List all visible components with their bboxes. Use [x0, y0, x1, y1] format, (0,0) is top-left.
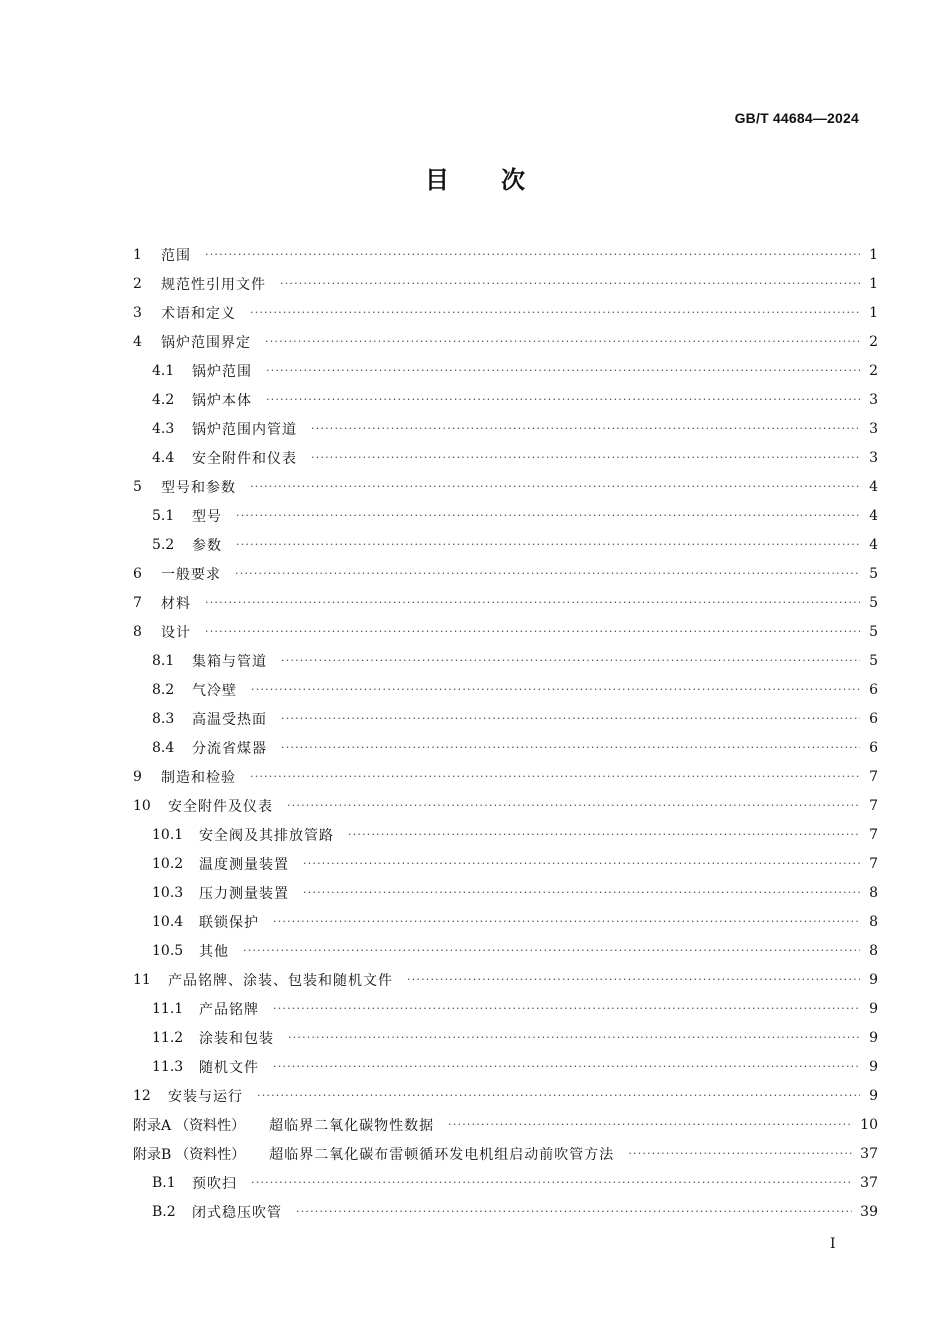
toc-entry-page-number: 8	[869, 942, 878, 959]
toc-entry-title: 锅炉范围内管道	[192, 421, 297, 438]
page-title	[0, 160, 950, 195]
toc-entry[interactable]	[133, 762, 878, 791]
toc-entry-number: 12	[133, 1087, 151, 1104]
toc-entry[interactable]	[133, 733, 878, 762]
toc-dot-leader	[273, 915, 860, 929]
toc-entry[interactable]	[133, 298, 878, 327]
toc-entry-number: 1	[133, 246, 142, 263]
toc-entry[interactable]	[133, 878, 878, 907]
toc-entry-page-number: 5	[869, 623, 878, 640]
toc-entry-title: 锅炉范围界定	[161, 334, 251, 351]
toc-entry-title: 锅炉本体	[192, 392, 252, 409]
toc-dot-leader	[266, 393, 860, 407]
toc-dot-leader	[236, 509, 860, 523]
toc-entry-number: 11.1	[152, 1000, 184, 1017]
toc-entry-title: 安全附件及仪表	[168, 798, 273, 815]
toc-entry-title: 集箱与管道	[192, 653, 267, 670]
toc-entry-title: 参数	[192, 537, 222, 554]
toc-dot-leader	[628, 1147, 852, 1161]
toc-entry-title: 范围	[161, 247, 191, 264]
toc-dot-leader	[236, 538, 860, 552]
toc-entry-number: 7	[133, 594, 142, 611]
toc-entry-title: 锅炉范围	[192, 363, 252, 380]
toc-entry[interactable]	[133, 1023, 878, 1052]
toc-entry[interactable]	[133, 327, 878, 356]
toc-entry-title: 预吹扫	[192, 1175, 237, 1192]
toc-entry-page-number: 7	[869, 855, 878, 872]
toc-dot-leader	[205, 596, 860, 610]
toc-entry-page-number: 1	[869, 246, 878, 263]
toc-dot-leader	[281, 712, 860, 726]
toc-entry-page-number: 9	[869, 971, 878, 988]
toc-entry-number: 5.1	[152, 507, 175, 524]
toc-entry-page-number: 4	[869, 507, 878, 524]
toc-entry[interactable]	[133, 791, 878, 820]
toc-entry-title: 闭式稳压吹管	[192, 1204, 282, 1221]
toc-entry-page-number: 7	[869, 768, 878, 785]
toc-dot-leader	[280, 277, 860, 291]
toc-entry-number: 2	[133, 275, 142, 292]
toc-entry-title: 型号和参数	[161, 479, 236, 496]
toc-entry-title: 超临界二氧化碳物性数据	[269, 1117, 435, 1134]
toc-entry-title: 制造和检验	[161, 769, 236, 786]
toc-entry-number: 10	[133, 797, 151, 814]
toc-entry-page-number: 4	[869, 536, 878, 553]
toc-entry[interactable]	[133, 617, 878, 646]
toc-entry-page-number: 4	[869, 478, 878, 495]
toc-entry[interactable]	[133, 501, 878, 530]
toc-entry[interactable]	[133, 1168, 878, 1197]
toc-entry[interactable]	[133, 414, 878, 443]
toc-entry-title: 材料	[161, 595, 191, 612]
document-code: GB/T 44684—2024	[734, 110, 859, 126]
toc-dot-leader	[205, 625, 860, 639]
toc-entry[interactable]	[133, 1139, 878, 1168]
toc-entry-page-number: 9	[869, 1029, 878, 1046]
toc-entry[interactable]	[133, 559, 878, 588]
toc-entry-page-number: 3	[869, 391, 878, 408]
toc-dot-leader	[311, 422, 860, 436]
toc-entry-number: 4.2	[152, 391, 175, 408]
toc-dot-leader	[243, 944, 860, 958]
toc-dot-leader	[250, 770, 860, 784]
toc-entry-number: 4.1	[152, 362, 175, 379]
toc-entry[interactable]	[133, 385, 878, 414]
toc-entry-title: 安全阀及其排放管路	[199, 827, 334, 844]
toc-entry-number: 4.4	[152, 449, 175, 466]
toc-dot-leader	[273, 1060, 860, 1074]
toc-dot-leader	[250, 480, 860, 494]
toc-entry-number: 11.2	[152, 1029, 184, 1046]
toc-dot-leader	[287, 799, 860, 813]
toc-dot-leader	[296, 1205, 852, 1219]
toc-entry-title: 安装与运行	[168, 1088, 243, 1105]
toc-entry-number: 附录B	[133, 1146, 172, 1163]
toc-entry-page-number: 9	[869, 1087, 878, 1104]
toc-entry-page-number: 8	[869, 913, 878, 930]
toc-entry-page-number: 2	[869, 333, 878, 350]
toc-entry[interactable]	[133, 675, 878, 704]
toc-entry-page-number: 10	[860, 1116, 878, 1133]
toc-entry-page-number: 6	[869, 681, 878, 698]
toc-entry[interactable]	[133, 1197, 878, 1226]
toc-entry-page-number: 37	[860, 1174, 878, 1191]
toc-entry-number: 10.1	[152, 826, 184, 843]
toc-entry-page-number: 8	[869, 884, 878, 901]
toc-entry-number: 10.5	[152, 942, 184, 959]
toc-entry-number: 8.1	[152, 652, 175, 669]
toc-entry-number: 5	[133, 478, 142, 495]
toc-dot-leader	[265, 335, 860, 349]
toc-entry-number: 10.4	[152, 913, 184, 930]
toc-entry-number: 附录A	[133, 1117, 172, 1134]
toc-entry-title: 气冷壁	[192, 682, 237, 699]
toc-entry-number: 8.4	[152, 739, 175, 756]
toc-entry-number: 8.2	[152, 681, 175, 698]
toc-entry[interactable]	[133, 1110, 878, 1139]
toc-dot-leader	[273, 1002, 860, 1016]
toc-entry-page-number: 6	[869, 739, 878, 756]
toc-entry[interactable]	[133, 936, 878, 965]
table-of-contents	[133, 240, 878, 1226]
toc-entry[interactable]	[133, 1052, 878, 1081]
toc-entry-title: 型号	[192, 508, 222, 525]
toc-dot-leader	[448, 1118, 852, 1132]
toc-entry-page-number: 9	[869, 1000, 878, 1017]
toc-entry-page-number: 1	[869, 304, 878, 321]
toc-entry[interactable]	[133, 356, 878, 385]
toc-dot-leader	[288, 1031, 860, 1045]
toc-entry-title: 其他	[199, 943, 229, 960]
toc-entry-page-number: 1	[869, 275, 878, 292]
toc-entry[interactable]	[133, 704, 878, 733]
toc-entry[interactable]	[133, 965, 878, 994]
toc-entry-number: 11	[133, 971, 151, 988]
toc-dot-leader	[251, 1176, 852, 1190]
title-char-1: 目	[425, 165, 449, 194]
toc-entry-number: B.2	[152, 1203, 176, 1220]
toc-entry-page-number: 9	[869, 1058, 878, 1075]
toc-dot-leader	[266, 364, 860, 378]
toc-entry-title: 安全附件和仪表	[192, 450, 297, 467]
toc-entry-page-number: 7	[869, 826, 878, 843]
toc-entry[interactable]	[133, 820, 878, 849]
toc-entry-page-number: 5	[869, 565, 878, 582]
toc-entry[interactable]	[133, 1081, 878, 1110]
toc-entry[interactable]	[133, 269, 878, 298]
toc-entry[interactable]	[133, 443, 878, 472]
toc-entry-title: 分流省煤器	[192, 740, 267, 757]
toc-entry[interactable]	[133, 240, 878, 269]
toc-dot-leader	[311, 451, 860, 465]
toc-entry-page-number: 37	[860, 1145, 878, 1162]
toc-entry-page-number: 39	[860, 1203, 878, 1220]
toc-dot-leader	[281, 741, 860, 755]
toc-entry-title: 压力测量装置	[199, 885, 289, 902]
toc-entry-number: 4	[133, 333, 142, 350]
toc-entry-number: 10.3	[152, 884, 184, 901]
toc-entry-page-number: 5	[869, 652, 878, 669]
toc-entry[interactable]	[133, 907, 878, 936]
toc-entry[interactable]	[133, 472, 878, 501]
toc-entry-number: 11.3	[152, 1058, 184, 1075]
toc-dot-leader	[250, 306, 860, 320]
toc-dot-leader	[303, 857, 860, 871]
toc-entry-page-number: 7	[869, 797, 878, 814]
toc-entry-number: 5.2	[152, 536, 175, 553]
toc-entry[interactable]	[133, 646, 878, 675]
toc-entry-title: 术语和定义	[161, 305, 236, 322]
toc-entry-title: 联锁保护	[199, 914, 259, 931]
toc-dot-leader	[281, 654, 860, 668]
toc-entry-page-number: 3	[869, 449, 878, 466]
toc-entry-title: 高温受热面	[192, 711, 267, 728]
toc-entry-page-number: 2	[869, 362, 878, 379]
toc-entry[interactable]	[133, 849, 878, 878]
toc-entry-title: 设计	[161, 624, 191, 641]
toc-entry-annex-type: （资料性）	[175, 1117, 246, 1134]
toc-entry-number: B.1	[152, 1174, 176, 1191]
toc-entry-page-number: 5	[869, 594, 878, 611]
toc-entry-title: 规范性引用文件	[161, 276, 266, 293]
toc-dot-leader	[303, 886, 860, 900]
toc-entry-number: 9	[133, 768, 142, 785]
toc-entry-number: 4.3	[152, 420, 175, 437]
toc-entry-title: 超临界二氧化碳布雷顿循环发电机组启动前吹管方法	[269, 1146, 615, 1163]
toc-dot-leader	[348, 828, 860, 842]
toc-entry-title: 温度测量装置	[199, 856, 289, 873]
toc-dot-leader	[251, 683, 860, 697]
toc-dot-leader	[257, 1089, 860, 1103]
toc-entry-title: 随机文件	[199, 1059, 259, 1076]
toc-entry-title: 产品铭牌	[199, 1001, 259, 1018]
toc-entry-page-number: 3	[869, 420, 878, 437]
toc-entry-page-number: 6	[869, 710, 878, 727]
toc-entry-number: 10.2	[152, 855, 184, 872]
toc-dot-leader	[407, 973, 860, 987]
toc-entry-number: 8.3	[152, 710, 175, 727]
toc-entry[interactable]	[133, 530, 878, 559]
page-folio: I	[830, 1236, 836, 1252]
toc-entry[interactable]	[133, 588, 878, 617]
title-char-2: 次	[501, 165, 525, 194]
toc-dot-leader	[235, 567, 860, 581]
toc-entry-number: 3	[133, 304, 142, 321]
toc-entry-number: 6	[133, 565, 142, 582]
toc-entry[interactable]	[133, 994, 878, 1023]
toc-entry-title: 一般要求	[161, 566, 221, 583]
toc-entry-title: 产品铭牌、涂装、包装和随机文件	[168, 972, 393, 989]
toc-dot-leader	[205, 248, 860, 262]
toc-entry-annex-type: （资料性）	[175, 1146, 246, 1163]
toc-entry-title: 涂装和包装	[199, 1030, 274, 1047]
toc-entry-number: 8	[133, 623, 142, 640]
